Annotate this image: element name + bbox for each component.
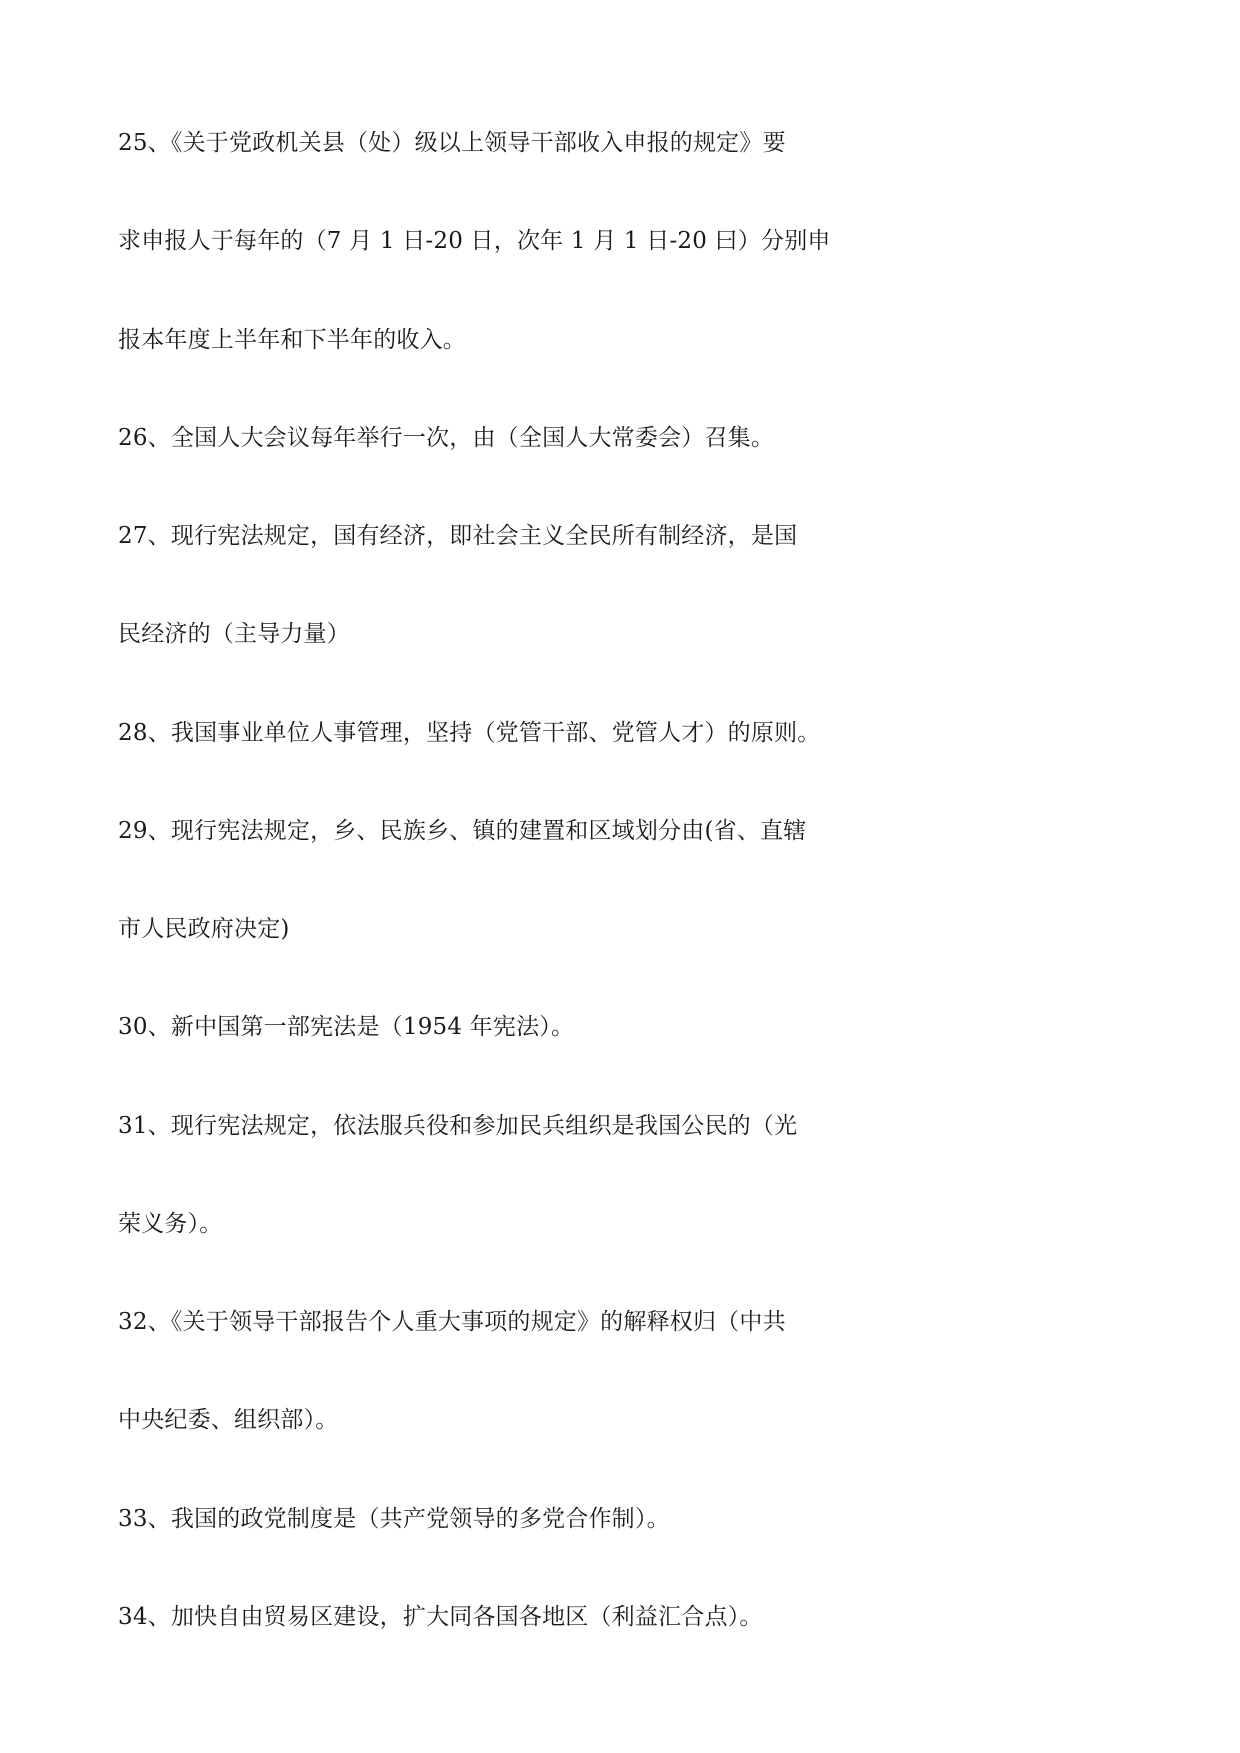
text-line: 民经济的（主导力量） — [118, 621, 350, 647]
text-line: 26、全国人大会议每年举行一次，由（全国人大常委会）召集。 — [118, 425, 775, 451]
text-line: 34、加快自由贸易区建设，扩大同各国各地区（利益汇合点）。 — [118, 1604, 763, 1630]
text-line: 25、《关于党政机关县（处）级以上领导干部收入申报的规定》要 — [118, 130, 786, 156]
text-line: 市人民政府决定) — [118, 916, 290, 942]
text-line: 报本年度上半年和下半年的收入。 — [118, 327, 466, 353]
text-line: 30、新中国第一部宪法是（1954 年宪法）。 — [118, 1014, 575, 1040]
text-line: 33、我国的政党制度是（共产党领导的多党合作制）。 — [118, 1506, 670, 1532]
text-line: 求申报人于每年的（7 月 1 日-20 日，次年 1 月 1 日-20 曰）分别申 — [118, 228, 831, 254]
text-line: 中央纪委、组织部）。 — [118, 1407, 339, 1433]
text-line: 29、现行宪法规定，乡、民族乡、镇的建置和区域划分由(省、直辖 — [118, 818, 807, 844]
text-line: 31、现行宪法规定，依法服兵役和参加民兵组织是我国公民的（光 — [118, 1113, 798, 1139]
text-line: 荣义务）。 — [118, 1211, 223, 1237]
text-line: 28、我国事业单位人事管理，坚持（党管干部、党管人才）的原则。 — [118, 720, 821, 746]
text-line: 27、现行宪法规定，国有经济，即社会主义全民所有制经济，是国 — [118, 523, 798, 549]
text-line: 32、《关于领导干部报告个人重大事项的规定》的解释权归（中共 — [118, 1309, 786, 1335]
